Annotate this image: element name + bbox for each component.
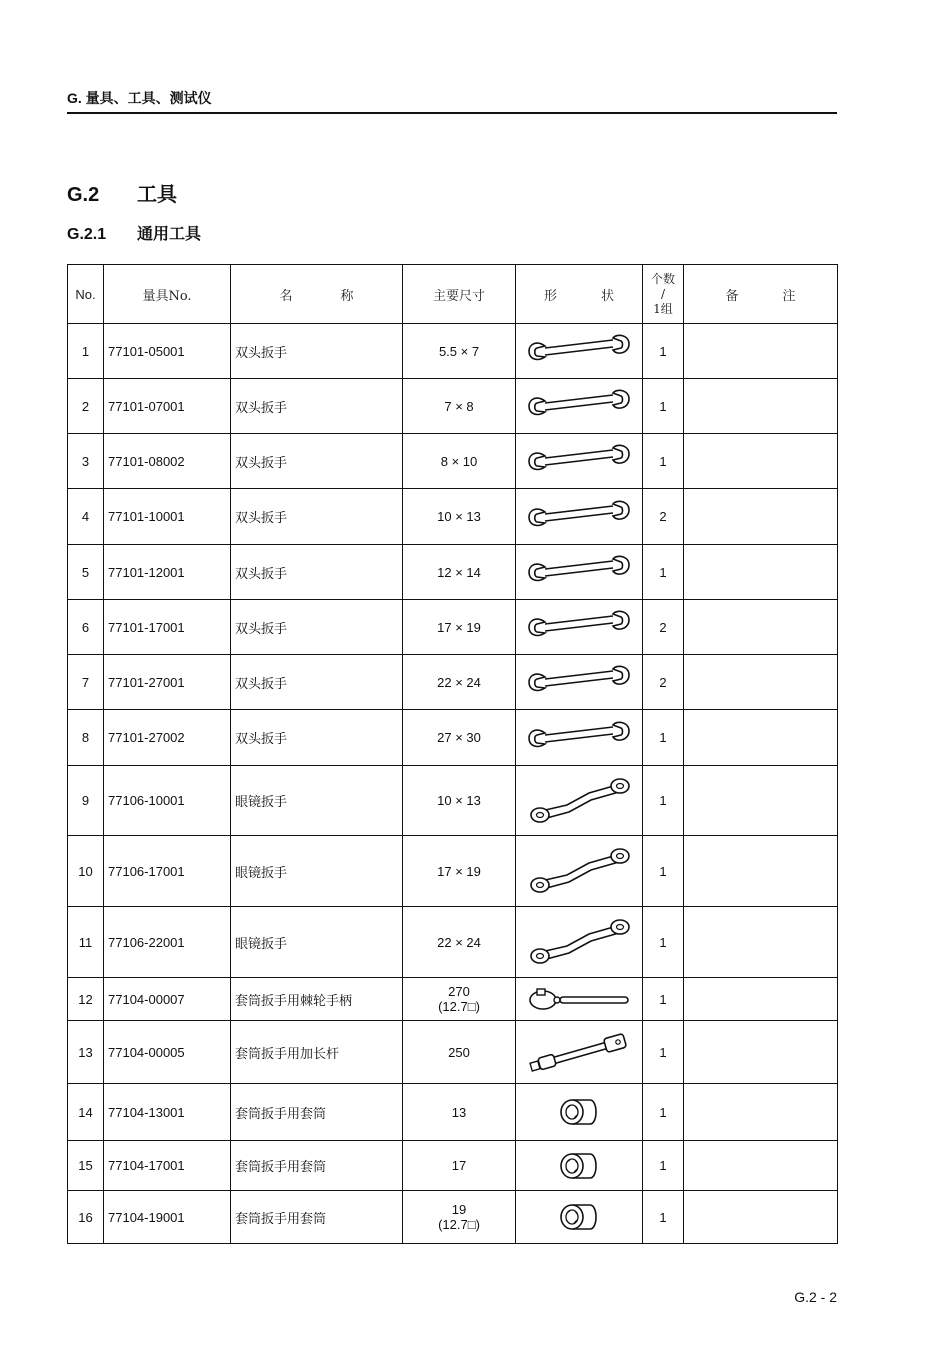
table-row xyxy=(68,710,838,766)
open-end-wrench-icon xyxy=(516,610,642,644)
cell-name: 套筒扳手用加长杆 xyxy=(231,1021,403,1084)
socket-icon xyxy=(516,1094,642,1130)
cell-no: 7 xyxy=(68,655,104,710)
header-name-part-b: 称 xyxy=(340,288,354,304)
box-end-wrench-icon xyxy=(516,775,642,827)
cell-code: 77106-22001 xyxy=(104,907,231,978)
cell-shape xyxy=(516,836,643,907)
cell-shape xyxy=(516,655,643,710)
cell-size-main: 7 × 8 xyxy=(444,398,474,414)
cell-shape xyxy=(516,1021,643,1084)
cell-size-main: 19 xyxy=(451,1202,467,1217)
cell-note xyxy=(684,1191,838,1244)
cell-shape xyxy=(516,766,643,836)
socket-icon xyxy=(516,1148,642,1184)
cell-name: 套筒扳手用棘轮手柄 xyxy=(231,978,403,1021)
cell-size xyxy=(403,1141,516,1191)
cell-note xyxy=(684,489,838,545)
cell-size-main: 8 × 10 xyxy=(440,453,478,469)
open-end-wrench-icon xyxy=(516,334,642,368)
cell-size-sub: (12.7□) xyxy=(438,999,480,1014)
cell-name: 双头扳手 xyxy=(231,545,403,600)
cell-no: 11 xyxy=(68,907,104,978)
cell-qty: 1 xyxy=(643,1084,684,1141)
cell-note xyxy=(684,600,838,655)
cell-size xyxy=(403,379,516,434)
cell-note xyxy=(684,836,838,907)
cell-qty: 1 xyxy=(643,978,684,1021)
cell-shape xyxy=(516,710,643,766)
table-row xyxy=(68,978,838,1021)
section-title: 工具 xyxy=(137,184,177,206)
cell-size-main: 22 × 24 xyxy=(437,674,481,690)
table-row xyxy=(68,379,838,434)
cell-qty: 2 xyxy=(643,489,684,545)
cell-no: 9 xyxy=(68,766,104,836)
cell-no: 15 xyxy=(68,1141,104,1191)
cell-code: 77101-12001 xyxy=(104,545,231,600)
header-shape-part-a: 形 xyxy=(543,288,557,304)
header-shape xyxy=(516,265,643,324)
box-end-wrench-icon xyxy=(516,845,642,897)
cell-size xyxy=(403,978,516,1021)
section-number: G.2 xyxy=(67,184,100,206)
cell-size xyxy=(403,907,516,978)
cell-qty: 1 xyxy=(643,907,684,978)
cell-code: 77101-27001 xyxy=(104,655,231,710)
cell-note xyxy=(684,379,838,434)
tools-table xyxy=(67,264,838,1244)
cell-size-main: 22 × 24 xyxy=(437,934,481,950)
header-name xyxy=(231,265,403,324)
header-no: No. xyxy=(68,265,104,324)
subsection-number: G.2.1 xyxy=(67,226,107,243)
subsection-heading xyxy=(67,221,201,244)
cell-qty: 1 xyxy=(643,1191,684,1244)
cell-note xyxy=(684,1084,838,1141)
table-row xyxy=(68,1191,838,1244)
cell-no: 8 xyxy=(68,710,104,766)
header-note xyxy=(684,265,838,324)
cell-size xyxy=(403,489,516,545)
table-header-row xyxy=(68,265,838,324)
cell-name: 双头扳手 xyxy=(231,710,403,766)
cell-size xyxy=(403,324,516,379)
cell-size xyxy=(403,1191,516,1244)
cell-code: 77101-08002 xyxy=(104,434,231,489)
open-end-wrench-icon xyxy=(516,721,642,755)
cell-shape xyxy=(516,489,643,545)
cell-size-main: 17 × 19 xyxy=(437,863,481,879)
cell-name: 套筒扳手用套筒 xyxy=(231,1084,403,1141)
cell-size-main: 12 × 14 xyxy=(437,564,481,580)
open-end-wrench-icon xyxy=(516,389,642,423)
cell-size xyxy=(403,600,516,655)
cell-no: 13 xyxy=(68,1021,104,1084)
table-row xyxy=(68,489,838,545)
cell-code: 77104-19001 xyxy=(104,1191,231,1244)
open-end-wrench-icon xyxy=(516,665,642,699)
cell-name: 双头扳手 xyxy=(231,655,403,710)
cell-name: 双头扳手 xyxy=(231,600,403,655)
cell-size-main: 250 xyxy=(448,1044,470,1060)
cell-size-main: 10 × 13 xyxy=(437,793,481,808)
header-qty-line2: / xyxy=(660,286,666,301)
cell-name: 眼镜扳手 xyxy=(231,907,403,978)
cell-size-sub: (12.7□) xyxy=(438,1217,480,1232)
cell-qty: 1 xyxy=(643,766,684,836)
cell-code: 77104-00007 xyxy=(104,978,231,1021)
cell-no: 16 xyxy=(68,1191,104,1244)
cell-no: 12 xyxy=(68,978,104,1021)
cell-no: 1 xyxy=(68,324,104,379)
cell-qty: 1 xyxy=(643,1141,684,1191)
cell-note xyxy=(684,907,838,978)
cell-qty: 2 xyxy=(643,655,684,710)
table-row xyxy=(68,766,838,836)
table-row xyxy=(68,836,838,907)
cell-note xyxy=(684,655,838,710)
cell-no: 14 xyxy=(68,1084,104,1141)
cell-shape xyxy=(516,1141,643,1191)
open-end-wrench-icon xyxy=(516,444,642,478)
cell-no: 4 xyxy=(68,489,104,545)
cell-note xyxy=(684,978,838,1021)
cell-size xyxy=(403,836,516,907)
table-row xyxy=(68,907,838,978)
cell-no: 5 xyxy=(68,545,104,600)
section-heading xyxy=(67,178,177,207)
cell-shape xyxy=(516,434,643,489)
cell-size xyxy=(403,766,516,836)
header-code-label: 量具No. xyxy=(142,288,192,304)
cell-code: 77104-13001 xyxy=(104,1084,231,1141)
open-end-wrench-icon xyxy=(516,555,642,589)
header-code xyxy=(104,265,231,324)
cell-qty: 1 xyxy=(643,324,684,379)
cell-name: 双头扳手 xyxy=(231,379,403,434)
cell-shape xyxy=(516,907,643,978)
socket-icon xyxy=(516,1199,642,1235)
cell-size-main: 13 xyxy=(451,1104,467,1120)
cell-code: 77106-10001 xyxy=(104,766,231,836)
cell-name: 双头扳手 xyxy=(231,434,403,489)
table-row xyxy=(68,545,838,600)
cell-name: 眼镜扳手 xyxy=(231,836,403,907)
box-end-wrench-icon xyxy=(516,916,642,968)
cell-size-main: 270 xyxy=(448,984,470,999)
cell-shape xyxy=(516,978,643,1021)
page-header xyxy=(67,88,837,114)
header-size: 主要尺寸 xyxy=(403,265,516,324)
header-shape-part-b: 状 xyxy=(601,288,615,304)
header-title: G. 量具、工具、测试仪 xyxy=(67,90,212,106)
cell-size xyxy=(403,434,516,489)
cell-size xyxy=(403,1084,516,1141)
header-qty-line1: 个数 xyxy=(650,271,675,286)
cell-qty: 1 xyxy=(643,545,684,600)
cell-note xyxy=(684,766,838,836)
table-row xyxy=(68,600,838,655)
cell-shape xyxy=(516,600,643,655)
header-note-part-a: 备 xyxy=(725,288,739,304)
header-qty xyxy=(643,265,684,324)
table-row xyxy=(68,1141,838,1191)
table-row xyxy=(68,324,838,379)
cell-code: 77101-07001 xyxy=(104,379,231,434)
table-row xyxy=(68,1084,838,1141)
table-row xyxy=(68,434,838,489)
subsection-title: 通用工具 xyxy=(137,226,202,243)
cell-shape xyxy=(516,545,643,600)
cell-note xyxy=(684,434,838,489)
cell-code: 77106-17001 xyxy=(104,836,231,907)
cell-code: 77101-27002 xyxy=(104,710,231,766)
cell-note xyxy=(684,1021,838,1084)
cell-no: 3 xyxy=(68,434,104,489)
table-row xyxy=(68,655,838,710)
cell-size-main: 17 × 19 xyxy=(437,619,481,635)
cell-no: 6 xyxy=(68,600,104,655)
extension-bar-icon xyxy=(516,1028,642,1076)
cell-shape xyxy=(516,1084,643,1141)
cell-shape xyxy=(516,379,643,434)
cell-code: 77101-17001 xyxy=(104,600,231,655)
cell-code: 77101-05001 xyxy=(104,324,231,379)
cell-qty: 2 xyxy=(643,600,684,655)
cell-name: 眼镜扳手 xyxy=(231,766,403,836)
header-note-part-b: 注 xyxy=(782,288,796,304)
cell-size-main: 27 × 30 xyxy=(437,730,481,745)
cell-note xyxy=(684,324,838,379)
cell-name: 双头扳手 xyxy=(231,489,403,545)
cell-size-main: 10 × 13 xyxy=(437,509,481,524)
cell-size xyxy=(403,710,516,766)
cell-shape xyxy=(516,324,643,379)
cell-size-main: 17 xyxy=(451,1158,467,1173)
cell-qty: 1 xyxy=(643,434,684,489)
cell-note xyxy=(684,545,838,600)
cell-size xyxy=(403,545,516,600)
cell-size xyxy=(403,1021,516,1084)
cell-qty: 1 xyxy=(643,710,684,766)
cell-name: 套筒扳手用套筒 xyxy=(231,1191,403,1244)
table-row xyxy=(68,1021,838,1084)
cell-code: 77104-00005 xyxy=(104,1021,231,1084)
cell-no: 10 xyxy=(68,836,104,907)
cell-name: 套筒扳手用套筒 xyxy=(231,1141,403,1191)
cell-note xyxy=(684,710,838,766)
cell-code: 77101-10001 xyxy=(104,489,231,545)
open-end-wrench-icon xyxy=(516,500,642,534)
cell-no: 2 xyxy=(68,379,104,434)
cell-note xyxy=(684,1141,838,1191)
cell-size xyxy=(403,655,516,710)
page-number: G.2 - 2 xyxy=(794,1289,837,1305)
ratchet-handle-icon xyxy=(516,984,642,1014)
cell-qty: 1 xyxy=(643,379,684,434)
cell-code: 77104-17001 xyxy=(104,1141,231,1191)
cell-qty: 1 xyxy=(643,836,684,907)
cell-size-main: 5.5 × 7 xyxy=(438,343,480,359)
header-qty-line3: 1组 xyxy=(653,301,673,316)
header-name-part-a: 名 xyxy=(279,288,293,304)
cell-name: 双头扳手 xyxy=(231,324,403,379)
cell-qty: 1 xyxy=(643,1021,684,1084)
cell-shape xyxy=(516,1191,643,1244)
